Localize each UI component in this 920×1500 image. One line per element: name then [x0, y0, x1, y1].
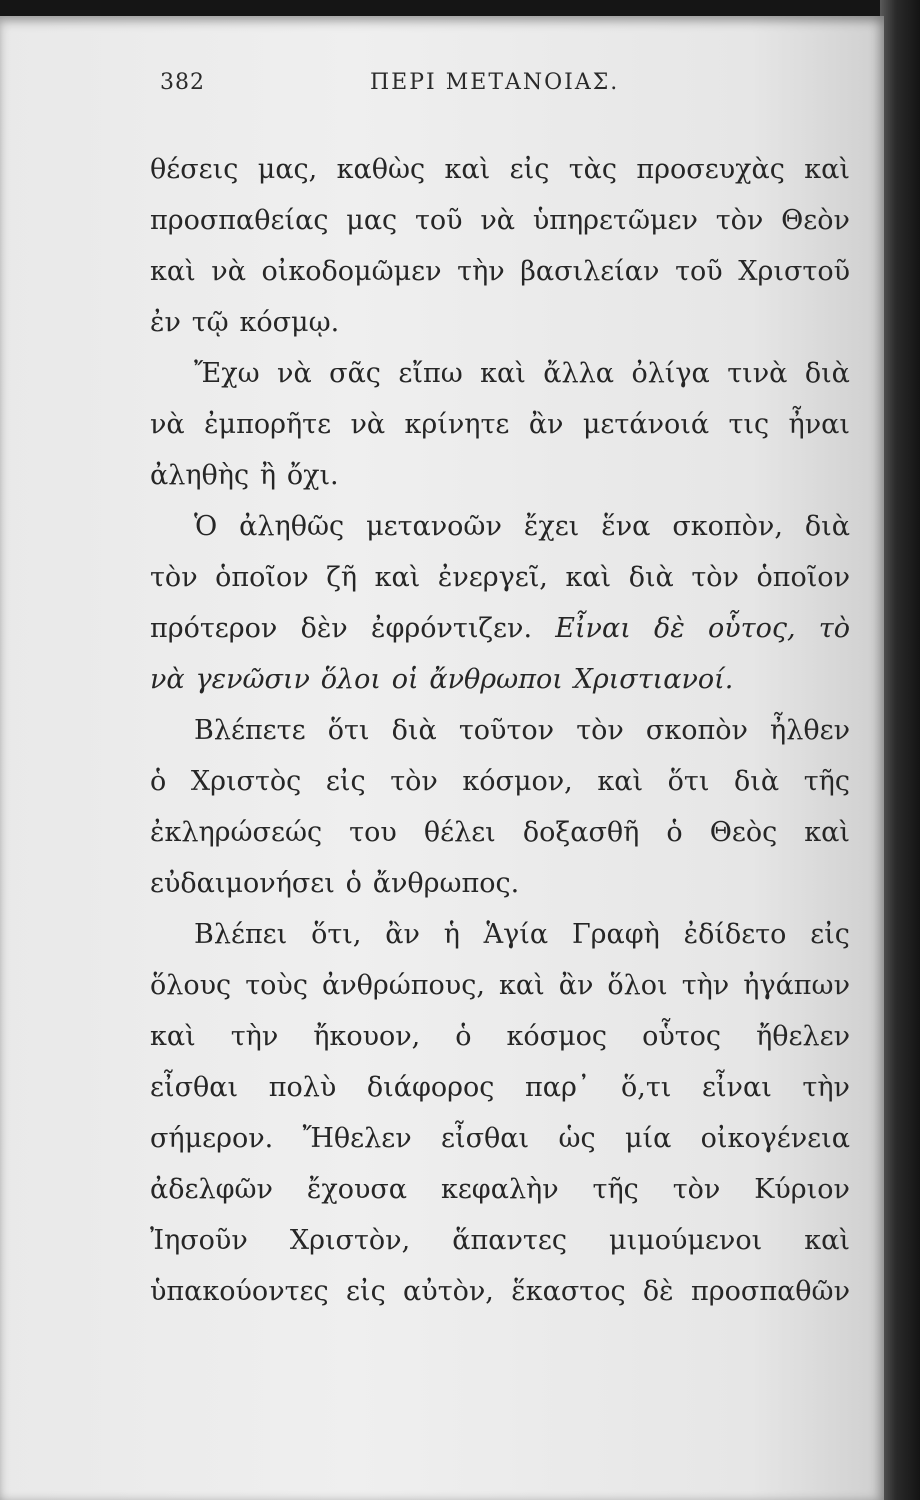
word: καὶ	[480, 358, 526, 389]
word: τὴν	[230, 1021, 279, 1052]
word: τὸν	[576, 715, 624, 746]
word: ἔχουσα	[306, 1174, 408, 1205]
text-line	[150, 144, 850, 195]
word: καὶ	[804, 817, 850, 848]
word: ἤθελεν	[756, 1021, 850, 1052]
word: νὰ	[480, 205, 516, 236]
word: ἤκουον,	[313, 1021, 421, 1052]
word: οἰκογένεια	[700, 1123, 850, 1154]
word: ὁ	[150, 766, 167, 797]
text-line	[150, 654, 850, 705]
word: ἄλλα	[543, 358, 614, 389]
word: ἀνθρώπους,	[322, 970, 485, 1001]
word: εὐδαιμονήσει	[150, 868, 335, 899]
word: ὁ	[345, 868, 362, 899]
word: ἐμπορῆτε	[204, 409, 332, 440]
word: Γραφὴ	[571, 919, 660, 950]
word: θέσεις	[150, 154, 239, 185]
word: προσπαθῶν	[691, 1276, 850, 1307]
word: οἱ	[391, 664, 419, 695]
word: ἀληθὴς	[150, 460, 250, 491]
word: μας,	[257, 154, 318, 185]
word: νὰ	[211, 256, 246, 287]
text-line	[150, 348, 850, 399]
word: ἠγάπων	[743, 970, 850, 1001]
word: Θεὸς	[709, 817, 778, 848]
word: προσευχὰς	[636, 154, 785, 185]
word: οἰκοδομῶμεν	[261, 256, 442, 287]
word: δὲ	[654, 613, 685, 644]
word: Βλέπει	[194, 919, 288, 950]
word: κρίνητε	[404, 409, 510, 440]
word: καὶ	[597, 766, 644, 797]
page-header	[0, 70, 884, 110]
word: τὸ	[818, 613, 850, 644]
word: του	[349, 817, 397, 848]
word: τις	[728, 409, 770, 440]
word: δὲ	[642, 1276, 674, 1307]
word: ἔχει	[523, 511, 580, 542]
word: ζῆ	[326, 562, 358, 593]
word: εἰς	[810, 919, 850, 950]
word: Χριστιανοί.	[573, 664, 734, 695]
text-line	[150, 960, 850, 1011]
word: τὴν	[802, 1072, 850, 1103]
word: τὰς	[568, 154, 618, 185]
word: ἐν	[150, 307, 181, 338]
word: τὸν	[691, 562, 739, 593]
word: ἦναι	[788, 409, 850, 440]
word: σᾶς	[329, 358, 381, 389]
word: εἴπω	[398, 358, 463, 389]
word: ὑπηρετῶμεν	[532, 205, 698, 236]
word: ἕκαστος	[511, 1276, 626, 1307]
word: διὰ	[391, 715, 437, 746]
word: εἰς	[346, 1276, 386, 1307]
word: ὁ	[666, 817, 683, 848]
word: ἐκληρώσεώς	[150, 817, 323, 848]
text-line	[150, 858, 850, 909]
word: διὰ	[734, 766, 780, 797]
word: μας	[346, 205, 398, 236]
word: τοῦ	[675, 256, 723, 287]
text-line	[150, 603, 850, 654]
word: τῷ	[191, 307, 229, 338]
word: τὴν	[681, 970, 730, 1001]
word: εἶσθαι	[150, 1072, 239, 1103]
word: οὗτος,	[707, 613, 796, 644]
word: τὸν	[150, 562, 198, 593]
text-line	[150, 705, 850, 756]
text-line	[150, 1215, 850, 1266]
word: ὁ	[455, 1021, 472, 1052]
text-line	[150, 1266, 850, 1317]
word: ὅλοι	[607, 970, 668, 1001]
word: ἂν	[385, 919, 420, 950]
word: διὰ	[628, 562, 674, 593]
word: μία	[624, 1123, 672, 1154]
word: ἂν	[558, 970, 594, 1001]
page-number: 382	[160, 70, 205, 95]
word: καὶ	[374, 562, 421, 593]
word: Χριστοῦ	[738, 256, 850, 287]
word: τὸν	[715, 205, 764, 236]
word: κεφαλὴν	[440, 1174, 559, 1205]
word: εἰς	[325, 766, 366, 797]
word: τοὺς	[245, 970, 308, 1001]
word: ὡς	[558, 1123, 596, 1154]
word: καὶ	[498, 970, 545, 1001]
word: ἡ	[443, 919, 460, 950]
body-text	[150, 144, 850, 1317]
word: ἅπαντες	[452, 1225, 567, 1256]
text-line	[150, 807, 850, 858]
word: δὲν	[300, 613, 348, 644]
text-line	[150, 501, 850, 552]
text-line	[150, 756, 850, 807]
text-line	[150, 297, 850, 348]
word: ἂν	[528, 409, 564, 440]
word: παρ᾽	[525, 1072, 591, 1103]
word: νὰ	[277, 358, 312, 389]
word: καὶ	[444, 154, 491, 185]
word: τῆς	[592, 1174, 639, 1205]
word: μιμούμενοι	[609, 1225, 763, 1256]
word: ἢ	[259, 460, 277, 491]
word: εἶσθαι	[441, 1123, 530, 1154]
word: διὰ	[804, 358, 850, 389]
word: κόσμον,	[462, 766, 573, 797]
word: καὶ	[804, 154, 850, 185]
word: διὰ	[804, 511, 850, 542]
word: Ἔχω	[194, 358, 260, 389]
word: βασιλείαν	[520, 256, 660, 287]
text-line	[150, 1062, 850, 1113]
scan-top-edge	[0, 0, 920, 16]
word: ὅτι	[667, 766, 710, 797]
word: καθὼς	[336, 154, 426, 185]
word: ἐφρόντιζεν.	[370, 613, 533, 644]
word: ἐδίδετο	[683, 919, 787, 950]
word: οὗτος	[642, 1021, 722, 1052]
word: σήμερον.	[150, 1123, 274, 1154]
word: ὅ,τι	[620, 1072, 672, 1103]
word: τοῦτον	[458, 715, 555, 746]
word: εἰς	[509, 154, 550, 185]
word: ὀλίγα	[631, 358, 710, 389]
word: ὁποῖον	[756, 562, 850, 593]
word: τοῦ	[414, 205, 463, 236]
word: ὄχι.	[286, 460, 339, 491]
word: πολὺ	[268, 1072, 337, 1103]
word: νὰ	[150, 409, 185, 440]
word: σκοπὸν,	[672, 511, 783, 542]
word: ἕνα	[601, 511, 651, 542]
text-line	[150, 1011, 850, 1062]
word: προσπαθείας	[150, 205, 329, 236]
text-line	[150, 1164, 850, 1215]
book-page	[0, 16, 884, 1500]
word: Χριστὸς	[190, 766, 302, 797]
text-line	[150, 195, 850, 246]
word: τὸν	[672, 1174, 721, 1205]
word: τὴν	[457, 256, 505, 287]
text-line	[150, 552, 850, 603]
word: καὶ	[150, 256, 196, 287]
word: αὐτὸν,	[403, 1276, 494, 1307]
word: μετάνοιά	[582, 409, 710, 440]
scan-gutter-edge	[880, 0, 920, 1500]
word: ἀληθῶς	[239, 511, 345, 542]
text-line	[150, 246, 850, 297]
word: ἦλθεν	[770, 715, 850, 746]
word: γενῶσιν	[195, 664, 310, 695]
word: κόσμος	[506, 1021, 608, 1052]
word: τὸν	[390, 766, 438, 797]
word: ἐνεργεῖ,	[437, 562, 548, 593]
word: ὅτι	[327, 715, 370, 746]
word: καὶ	[804, 1225, 850, 1256]
word: σκοπὸν	[645, 715, 748, 746]
word: Κύριον	[754, 1174, 850, 1205]
word: κόσμῳ.	[239, 307, 340, 338]
word: νὰ	[350, 409, 386, 440]
word: Ἤθελεν	[302, 1123, 412, 1154]
word: ὑπακούοντες	[150, 1276, 329, 1307]
word: ὅλοι	[320, 664, 381, 695]
running-head: ΠΕΡΙ ΜΕΤΑΝΟΙΑΣ.	[370, 70, 620, 95]
text-line	[150, 1113, 850, 1164]
word: εἶναι	[701, 1072, 772, 1103]
word: Ἁγία	[483, 919, 549, 950]
word: ὅτι,	[311, 919, 362, 950]
word: Εἶναι	[555, 613, 631, 644]
word: καὶ	[150, 1021, 196, 1052]
text-line	[150, 399, 850, 450]
word: ὅλους	[150, 970, 232, 1001]
word: ἀδελφῶν	[150, 1174, 273, 1205]
word: διάφορος	[366, 1072, 495, 1103]
text-line	[150, 909, 850, 960]
word: δοξασθῆ	[522, 817, 640, 848]
word: τινὰ	[727, 358, 788, 389]
word: ὁποῖον	[215, 562, 309, 593]
word: Χριστὸν,	[289, 1225, 411, 1256]
word: Ἰησοῦν	[150, 1225, 248, 1256]
word: Ὁ	[194, 511, 218, 542]
word: μετανοῶν	[366, 511, 502, 542]
word: Βλέπετε	[194, 715, 306, 746]
word: ἄνθρωποι	[429, 664, 563, 695]
word: ἄνθρωπος.	[372, 868, 520, 899]
word: τῆς	[803, 766, 850, 797]
word: νὰ	[150, 664, 185, 695]
text-line	[150, 450, 850, 501]
word: πρότερον	[150, 613, 278, 644]
word: Θεὸν	[781, 205, 850, 236]
word: καὶ	[565, 562, 612, 593]
word: θέλει	[423, 817, 496, 848]
